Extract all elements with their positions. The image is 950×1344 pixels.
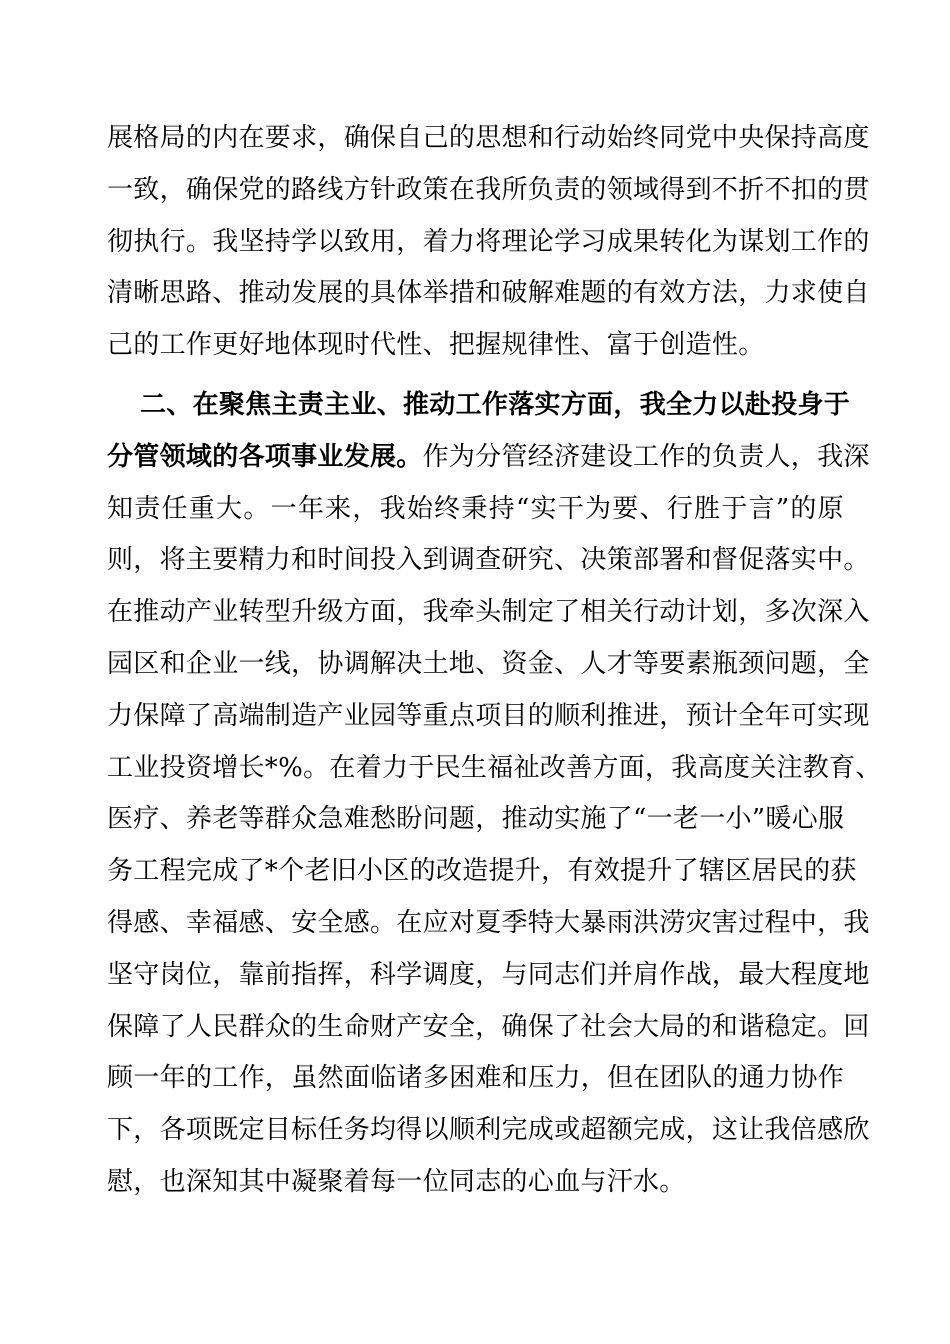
text-line: 下，各项既定目标任务均得以顺利完成或超额完成，这让我倍感欣: [107, 1115, 870, 1146]
section-heading-line: [107, 379, 851, 431]
text-line: 则，将主要精力和时间投入到调查研究、决策部署和督促落实中。: [107, 545, 870, 576]
text-segment: 作为分管经济建设工作的负责人，我深: [422, 441, 870, 472]
section-heading-end: 分管领域的各项事业发展。: [107, 441, 423, 472]
text-line: 坚守岗位，靠前指挥，科学调度，与同志们并肩作战，最大程度地: [107, 959, 870, 990]
text-line: 务工程完成了*个老旧小区的改造提升，有效提升了辖区居民的获: [107, 856, 857, 887]
paragraph-2: [107, 379, 882, 1208]
text-line: 在推动产业转型升级方面，我牵头制定了相关行动计划，多次深入: [107, 597, 870, 628]
text-line: 医疗、养老等群众急难愁盼问题，推动实施了“一老一小”暖心服: [107, 804, 845, 835]
text-line: 力保障了高端制造产业园等重点项目的顺利推进，预计全年可实现: [107, 700, 870, 731]
text-line: 清晰思路、推动发展的具体举措和破解难题的有效方法，力求使自: [107, 278, 870, 309]
paragraph-1: [107, 112, 870, 371]
text-line: 工业投资增长*%。在着力于民生福祉改善方面，我高度关注教育、: [107, 752, 882, 783]
text-line: 慰，也深知其中凝聚着每一位同志的心血与汗水。: [107, 1166, 686, 1197]
document-page: [107, 112, 882, 1208]
text-line: 己的工作更好地体现时代性、把握规律性、富于创造性。: [107, 330, 765, 361]
text-line: 得感、幸福感、安全感。在应对夏季特大暴雨洪涝灾害过程中，我: [107, 907, 870, 938]
text-line: 知责任重大。一年来，我始终秉持“实干为要、行胜于言”的原: [107, 493, 844, 524]
text-line: 园区和企业一线，协调解决土地、资金、人才等要素瓶颈问题，全: [107, 648, 870, 679]
text-line: 顾一年的工作，虽然面临诸多困难和压力，但在团队的通力协作: [107, 1063, 844, 1094]
section-heading: 二、在聚焦主责主业、推动工作落实方面，我全力以赴投身于: [140, 389, 851, 420]
text-line: [107, 431, 870, 483]
text-line: 一致，确保党的路线方针政策在我所负责的领域得到不折不扣的贯: [107, 174, 870, 205]
text-line: 展格局的内在要求，确保自己的思想和行动始终同党中央保持高度: [107, 123, 870, 153]
text-line: 彻执行。我坚持学以致用，着力将理论学习成果转化为谋划工作的: [107, 226, 870, 257]
text-line: 保障了人民群众的生命财产安全，确保了社会大局的和谐稳定。回: [107, 1011, 870, 1042]
